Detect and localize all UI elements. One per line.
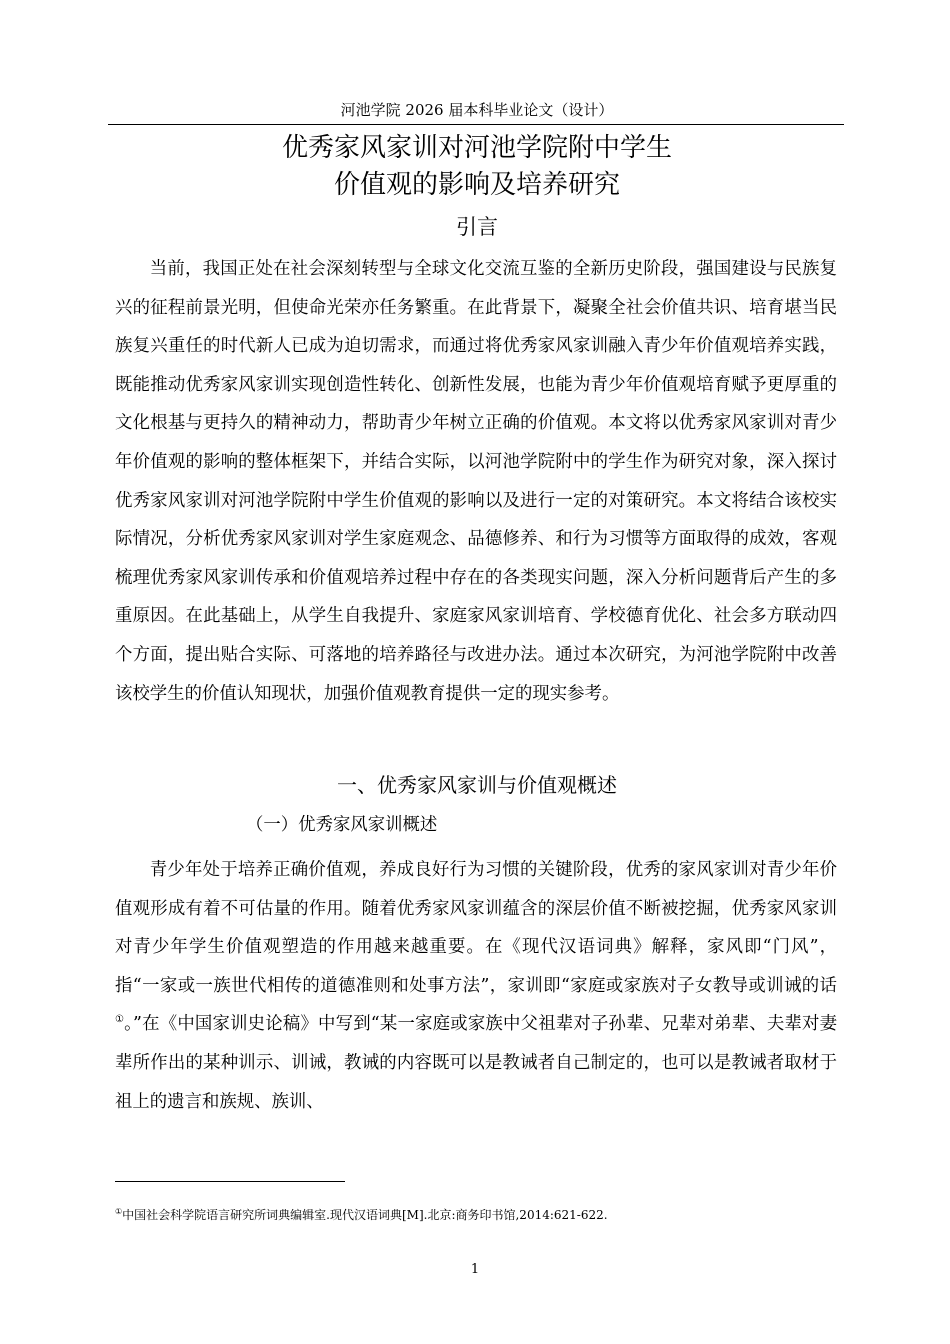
footnote	[115, 1206, 845, 1224]
footnote-text: 中国社会科学院语言研究所词典编辑室.现代汉语词典[M].北京:商务印书馆,2014:621-622.	[122, 1208, 608, 1222]
footnote-divider	[115, 1181, 345, 1182]
section-heading: 一、优秀家风家训与价值观概述	[337, 773, 617, 797]
intro-paragraph: 当前，我国正处在社会深刻转型与全球文化交流互鉴的全新历史阶段，强国建设与民族复兴的征程前景光明，但使命光荣亦任务繁重。在此背景下，凝聚全社会价值共识、培育堪当民族复兴重任的时代新人已成为迫切需求，而通过将优秀家风家训融入青少年价值观培养实践，既能推动优秀家风家训实现创造性转化、创新性发展，也能为青少年价值观培育赋予更厚重的文化根基与更持久的精神动力，帮助青少年树立正确的价值观。本文将以优秀家风家训对青少年价值观的影响的整体框架下，并结合实际，以河池学院附中的学生作为研究对象，深入探讨优秀家风家训对河池学院附中学生价值观的影响以及进行一定的对策研究。本文将结合该校实际情况，分析优秀家风家训对学生家庭观念、品德修养、和行为习惯等方面取得的成效，客观梳理优秀家风家训传承和价值观培养过程中存在的各类现实问题，深入分析问题背后产生的多重原因。在此基础上，从学生自我提升、家庭家风家训培育、学校德育优化、社会多方联动四个方面，提出贴合实际、可落地的培养路径与改进办法。通过本次研究，为河池学院附中改善该校学生的价值认知现状，加强价值观教育提供一定的现实参考。	[115, 259, 837, 704]
paragraph-text-part-2: 。”在《中国家训史论稿》中写到“某一家庭或家族中父祖辈对子孙辈、兄辈对弟辈、夫辈对妻辈所作出的某种训示、训诫，教诫的内容既可以是教诫者自己制定的，也可以是教诫者取材于祖上的遗言和族规、族训、	[115, 1014, 837, 1112]
title-line-2: 价值观的影响及培养研究	[333, 170, 620, 200]
footnote-reference[interactable]: ①	[115, 1014, 125, 1026]
running-header: 河池学院 2026 届本科毕业论文（设计）	[340, 101, 614, 119]
footnote-mark: ①	[115, 1207, 123, 1216]
title-line-1: 优秀家风家训对河池学院附中学生	[281, 133, 672, 163]
subsection-heading: （一）优秀家风家训概述	[246, 815, 438, 835]
paragraph-text-part-1: 青少年处于培养正确价值观，养成良好行为习惯的关键阶段，优秀的家风家训对青少年价值观形成有着不可估量的作用。随着优秀家风家训蕴含的深层价值不断被挖掘，优秀家风家训对青少年学生价值观塑造的作用越来越重要。在《现代汉语词典》解释，家风即“门风”，指“一家或一族世代相传的道德准则和处事方法”，家训即“家庭或家族对子女教导或训诫的话	[115, 860, 837, 996]
page-number: 1	[470, 1262, 480, 1277]
header-divider	[108, 124, 844, 125]
intro-heading: 引言	[456, 215, 498, 239]
section-paragraph	[115, 851, 837, 1121]
paper-title	[110, 130, 844, 204]
